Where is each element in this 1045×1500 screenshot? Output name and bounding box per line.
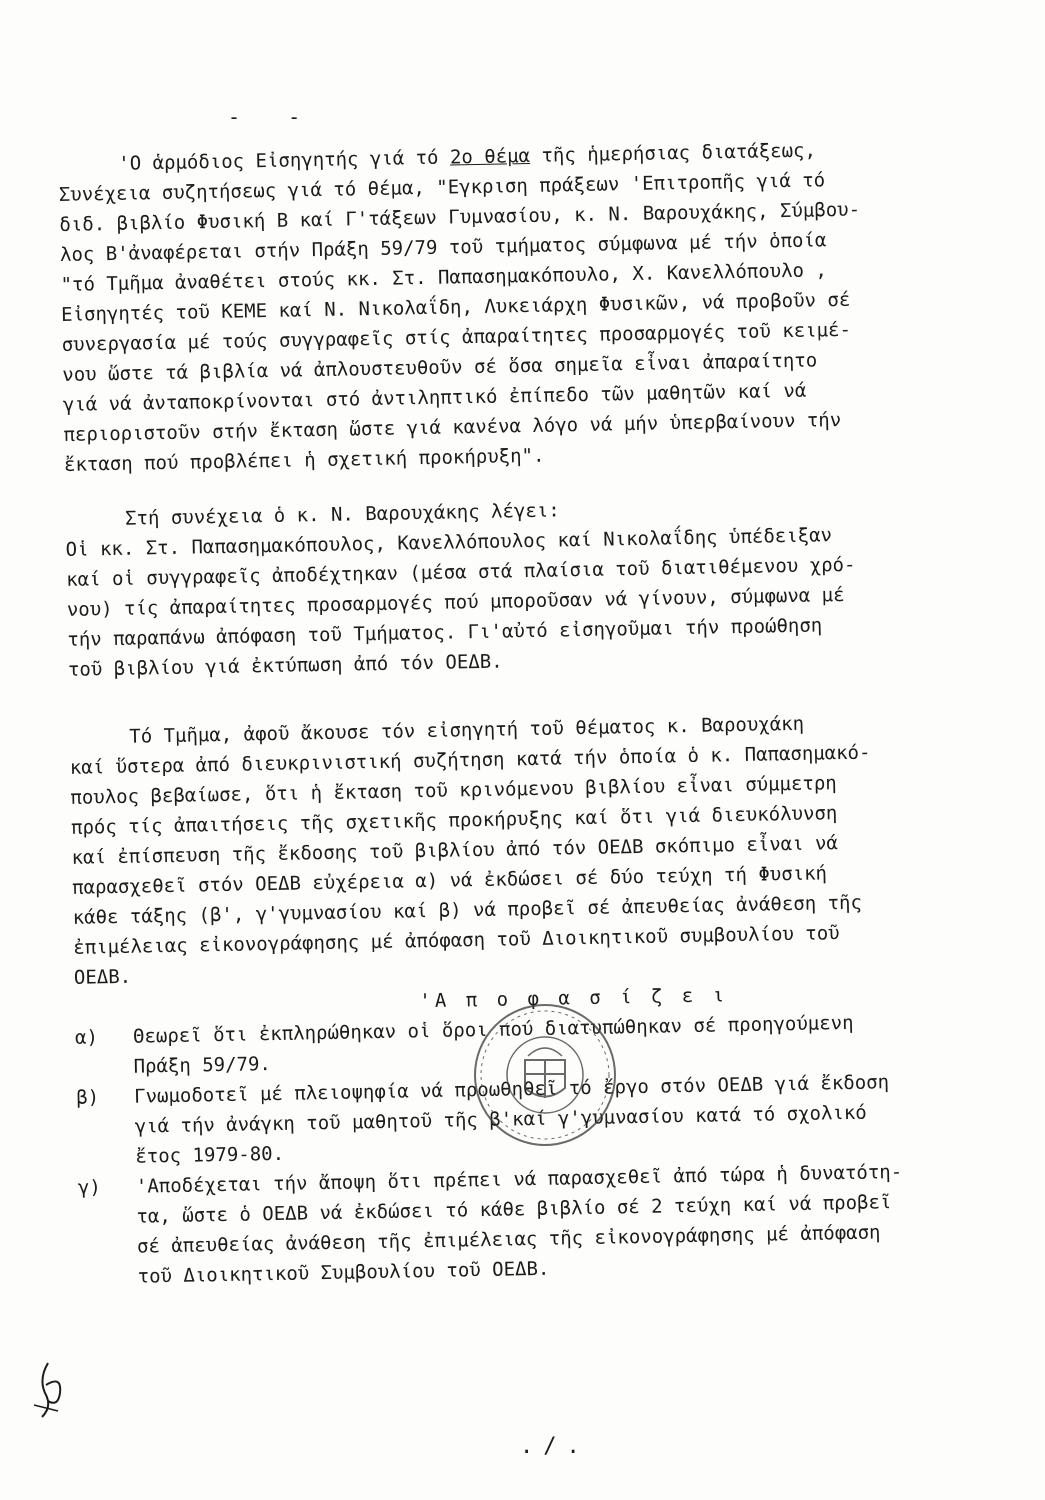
text-line: τοῦ Διοικητικοῦ Συμβουλίου τοῦ ΟΕΔΒ. — [137, 1257, 550, 1288]
text-line: κάθε τάξης (β', γ'γυμνασίου καί β) νά προβεῖ σέ ἀπευθείας ἀνάθεση τῆς — [72, 891, 863, 929]
margin-handwritten-mark-icon — [28, 1355, 78, 1425]
item-marker: α) — [74, 1026, 99, 1049]
text-line: Συνέχεια συζητήσεως γιά τό θέμα, "Εγκριση πράξεων 'Επιτροπῆς γιά τό — [58, 169, 826, 206]
text-line: τοῦ βιβλίου γιά ἐκτύπωση ἀπό τόν ΟΕΔΒ. — [67, 650, 503, 681]
text-line: καί οἱ συγγραφεῖς ἀποδέχτηκαν (μέσα στά πλαίσια τοῦ διατιθέμενου χρό- — [66, 553, 856, 591]
decision-heading: 'Α π ο φ α σ ί ζ ε ι — [419, 984, 729, 1013]
text-line: 'Ο ἁρμόδιος Εἰσηγητής γιά τό 2ο θέμα τῆς ἡμερήσιας διατάξεως, — [118, 139, 817, 175]
paragraph-1 — [58, 132, 1014, 480]
text-line: Θεωρεῖ ὅτι ἐκπληρώθηκαν οἱ ὅροι πού διατυπώθηκαν σέ προηγούμενη — [132, 1011, 854, 1048]
text-line: ἐπιμέλειας εἰκονογράφησης μέ ἀπόφαση τοῦ Διοικητικοῦ συμβουλίου τοῦ — [73, 922, 840, 959]
text-line: καί ὕστερα ἀπό διευκρινιστική συζήτηση κατά τήν ὁποία ὁ κ. Παπασημακό- — [69, 741, 871, 779]
text-line: Εἰσηγητές τοῦ ΚΕΜΕ καί Ν. Νικολαΐδη, Λυκειάρχη Φυσικῶν, νά προβοῦν σέ — [60, 288, 851, 326]
text-line: σέ ἀπευθείας ἀνάθεση τῆς ἐπιμέλειας τῆς εἰκονογράφησης μέ ἀπόφαση — [136, 1221, 881, 1258]
text-line: Τό Τμῆμα, ἀφοῦ ἄκουσε τόν εἰσηγητή τοῦ θέματος κ. Βαρουχάκη — [129, 712, 805, 748]
text-line: Γνωμοδοτεῖ μέ πλειοψηφία νά προωθηθεῖ τό ἔργο στόν ΟΕΔΒ γιά ἔκδοση — [133, 1071, 890, 1108]
text-line: λος Β'ἀναφέρεται στήν Πράξη 59/79 τοῦ τμήματος σύμφωνα μέ τήν ὁποία — [59, 229, 827, 266]
text-line: Οἱ κκ. Στ. Παπασημακόπουλος, Κανελλόπουλος καί Νικολαΐδης ὑπέδειξαν — [65, 524, 833, 561]
text-line: νου ὥστε τά βιβλία νά ἀπλουστευθοῦν σέ ὅσα σημεῖα εἶναι ἀπαραίτητο — [62, 349, 818, 386]
text-line: Πράξη 59/79. — [133, 1053, 272, 1078]
text-line: συνεργασία μέ τούς συγγραφεῖς στίς ἀπαραίτητες προσαρμογές τοῦ κειμέ- — [61, 318, 852, 356]
official-seal-icon — [470, 1000, 620, 1150]
text-line: ΟΕΔΒ. — [73, 965, 132, 989]
text-line: πρός τίς ἀπαιτήσεις τῆς σχετικῆς προκήρυξης καί ὅτι γιά διευκόλυνση — [70, 802, 838, 839]
text-line: Στή συνέχεια ὁ κ. Ν. Βαρουχάκης λέγει: — [124, 499, 560, 530]
text-line: "τό Τμῆμα ἀναθέτει στούς κκ. Στ. Παπασημακόπουλο, Χ. Κανελλόπουλο , — [60, 259, 828, 296]
text-line: ἔτος 1979-80. — [135, 1142, 285, 1168]
text-line: τα, ὥστε ὁ ΟΕΔΒ νά ἐκδώσει τό κάθε βιβλίο σέ 2 τεύχη καί νά προβεῖ — [136, 1191, 892, 1228]
text-line: διδ. βιβλίο Φυσική Β καί Γ'τάξεων Γυμνασίου, κ. Ν. Βαρουχάκης, Σύμβου- — [59, 198, 861, 236]
topic-number: 2ο θέμα — [449, 144, 531, 169]
text-line: ἔκταση πού προβλέπει ἡ σχετική προκήρυξη". — [63, 444, 545, 476]
text-line: περιοριστοῦν στήν ἔκταση ὥστε γιά κανένα λόγο νά μήν ὑπερβαίνουν τήν — [63, 409, 842, 446]
item-marker: β) — [75, 1086, 100, 1109]
text-line: παρασχεθεῖ στόν ΟΕΔΒ εὐχέρεια α) νά ἐκδώσει σέ δύο τεύχη τή Φυσική — [71, 862, 828, 899]
decision-item — [78, 1155, 1030, 1293]
page-number: - - — [228, 105, 319, 129]
text-line: γιά νά ἀνταποκρίνονται στό ἀντιληπτικό ἐπίπεδο τῶν μαθητῶν καί νά — [62, 379, 807, 416]
text-line: νου) τίς ἀπαραίτητες προσαρμογές πού μποροῦσαν νά γίνουν, σύμφωνα μέ — [66, 583, 845, 621]
text-line: 'Αποδέχεται τήν ἄποψη ὅτι πρέπει νά παρασχεθεῖ ἀπό τώρα ἡ δυνατότη- — [135, 1160, 903, 1198]
paragraph-2 — [65, 487, 1018, 685]
continuation-mark: ./. — [520, 1434, 590, 1459]
paragraph-3 — [69, 705, 1024, 993]
text-line: καί ἐπίσπευση τῆς ἔκδοσης τοῦ βιβλίου ἀπό τόν ΟΕΔΒ σκόπιμο εἶναι νά — [71, 832, 839, 869]
text-line: τήν παραπάνω ἀπόφαση τοῦ Τμήματος. Γι'αὐτό εἰσηγοῦμαι τήν προώθηση — [67, 614, 823, 651]
item-marker: γ) — [77, 1176, 102, 1199]
text-line: πουλος βεβαίωσε, ὅτι ἡ ἔκταση τοῦ κρινόμενου βιβλίου εἶναι σύμμετρη — [70, 772, 837, 809]
text-line: γιά τήν ἀνάγκη τοῦ μαθητοῦ τῆς β'καί γ'γυμνασίου κατά τό σχολικό — [134, 1101, 867, 1138]
